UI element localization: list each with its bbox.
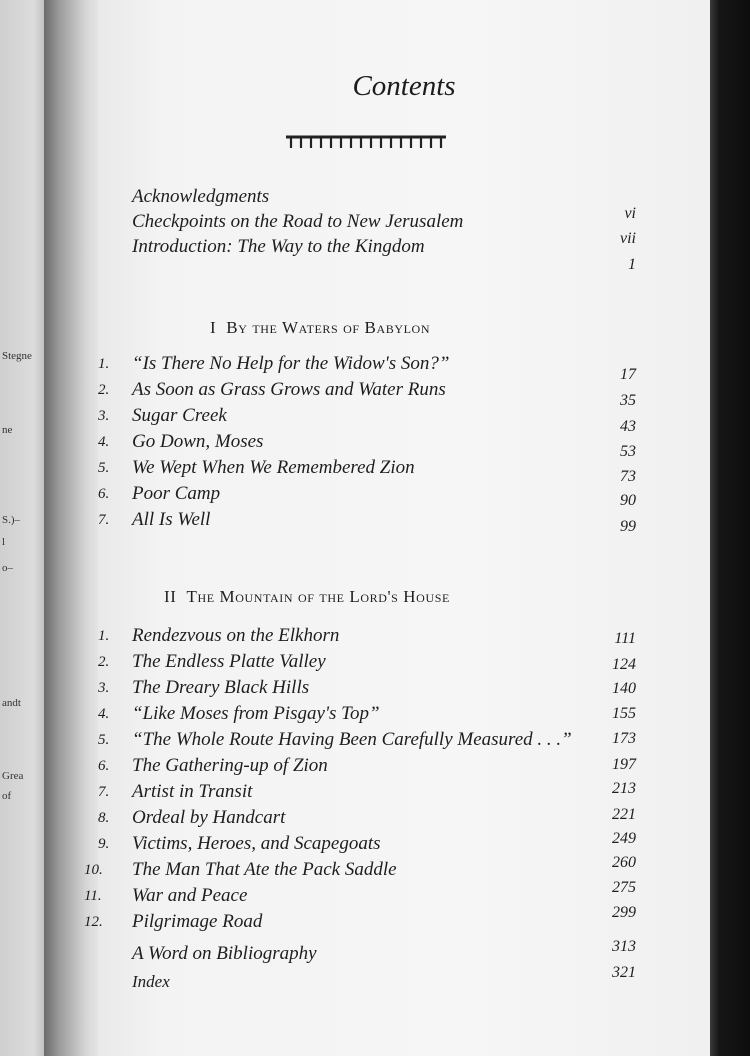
chapter-page: 221 [612,806,636,823]
chapter-page: 17 [620,366,636,383]
toc-entry-title: Index [132,972,170,991]
chapter-page: 213 [612,780,636,797]
toc-page-number: vii [620,230,636,247]
part-title: The Mountain of the Lord's House [186,587,450,606]
facing-page-fragment: l [2,536,6,548]
chapter-title: “Like Moses from Pisgay's Top” [132,703,380,724]
chapter-page: 124 [612,656,636,673]
chapter-title: The Man That Ate the Pack Saddle [132,859,397,880]
chapter-title: The Gathering-up of Zion [132,755,328,776]
chapter-page: 73 [620,468,636,485]
chapter-page: 90 [620,492,636,509]
toc-page-number: 313 [612,938,636,955]
chapter-title: All Is Well [132,509,211,530]
chapter-number: 7. [98,784,110,800]
chapter-title: “The Whole Route Having Been Carefully Measured . . .” [132,729,572,750]
chapter-title: “Is There No Help for the Widow's Son?” [132,353,450,374]
contents-page [84,0,710,1056]
facing-page-edge [0,0,48,1056]
chapter-page: 155 [612,705,636,722]
chapter-page: 173 [612,730,636,747]
facing-page-fragment: ne [2,424,13,436]
chapter-number: 1. [98,628,110,644]
chapter-number: 3. [98,408,110,424]
chapter-title: We Wept When We Remembered Zion [132,457,415,478]
chapter-page: 260 [612,854,636,871]
chapter-title: Go Down, Moses [132,431,264,452]
chapter-number: 5. [98,732,110,748]
facing-page-fragment: Stegne [2,350,32,362]
chapter-title: Ordeal by Handcart [132,807,286,828]
chapter-number: 10. [84,862,103,878]
chapter-number: 4. [98,434,110,450]
toc-entry-title: Acknowledgments [132,186,270,207]
facing-page-fragment: o– [2,562,13,574]
background-shadow [706,0,750,1056]
chapter-number: 7. [98,512,110,528]
chapter-title: Poor Camp [132,483,221,504]
chapter-title: Artist in Transit [132,781,253,802]
toc-entry-title: Introduction: The Way to the Kingdom [132,236,425,257]
facing-page-fragment: of [2,790,12,802]
part-numeral: I [210,318,217,337]
part-title: By the Waters of Babylon [226,318,431,337]
ornament-divider [286,134,446,152]
chapter-number: 2. [98,654,110,670]
chapter-page: 43 [620,418,636,435]
chapter-title: Sugar Creek [132,405,227,426]
toc-entry-title: A Word on Bibliography [132,943,317,964]
chapter-number: 5. [98,460,110,476]
chapter-number: 3. [98,680,110,696]
chapter-number: 2. [98,382,110,398]
chapter-title: The Endless Platte Valley [132,651,326,672]
toc-entry-title: Checkpoints on the Road to New Jerusalem [132,211,464,232]
chapter-page: 35 [620,392,636,409]
chapter-page: 299 [612,904,636,921]
chapter-number: 6. [98,486,110,502]
chapter-number: 1. [98,356,110,372]
facing-page-fragment: andt [2,697,21,709]
chapter-number: 4. [98,706,110,722]
chapter-title: The Dreary Black Hills [132,677,310,698]
chapter-number: 9. [98,836,110,852]
part-heading [210,318,430,338]
chapter-page: 275 [612,879,636,896]
facing-page-fragment: Grea [2,770,24,782]
part-heading [164,587,450,607]
part-numeral: II [164,587,177,606]
toc-page-number: 1 [628,256,636,273]
chapter-title: Victims, Heroes, and Scapegoats [132,833,381,854]
chapter-title: Rendezvous on the Elkhorn [132,625,340,646]
contents-title: Contents [352,70,456,102]
chapter-number: 8. [98,810,110,826]
chapter-number: 12. [84,914,103,930]
chapter-page: 53 [620,443,636,460]
chapter-title: Pilgrimage Road [132,911,263,932]
chapter-number: 11. [84,888,102,904]
toc-page-number: vi [624,205,636,222]
chapter-number: 6. [98,758,110,774]
facing-page-fragment: S.)– [2,514,21,526]
toc-page-number: 321 [612,964,636,981]
chapter-page: 197 [612,756,636,773]
chapter-page: 249 [612,830,636,847]
chapter-title: War and Peace [132,885,248,906]
chapter-page: 111 [614,630,636,647]
chapter-page: 140 [612,680,636,697]
chapter-page: 99 [620,518,636,535]
chapter-title: As Soon as Grass Grows and Water Runs [132,379,446,400]
